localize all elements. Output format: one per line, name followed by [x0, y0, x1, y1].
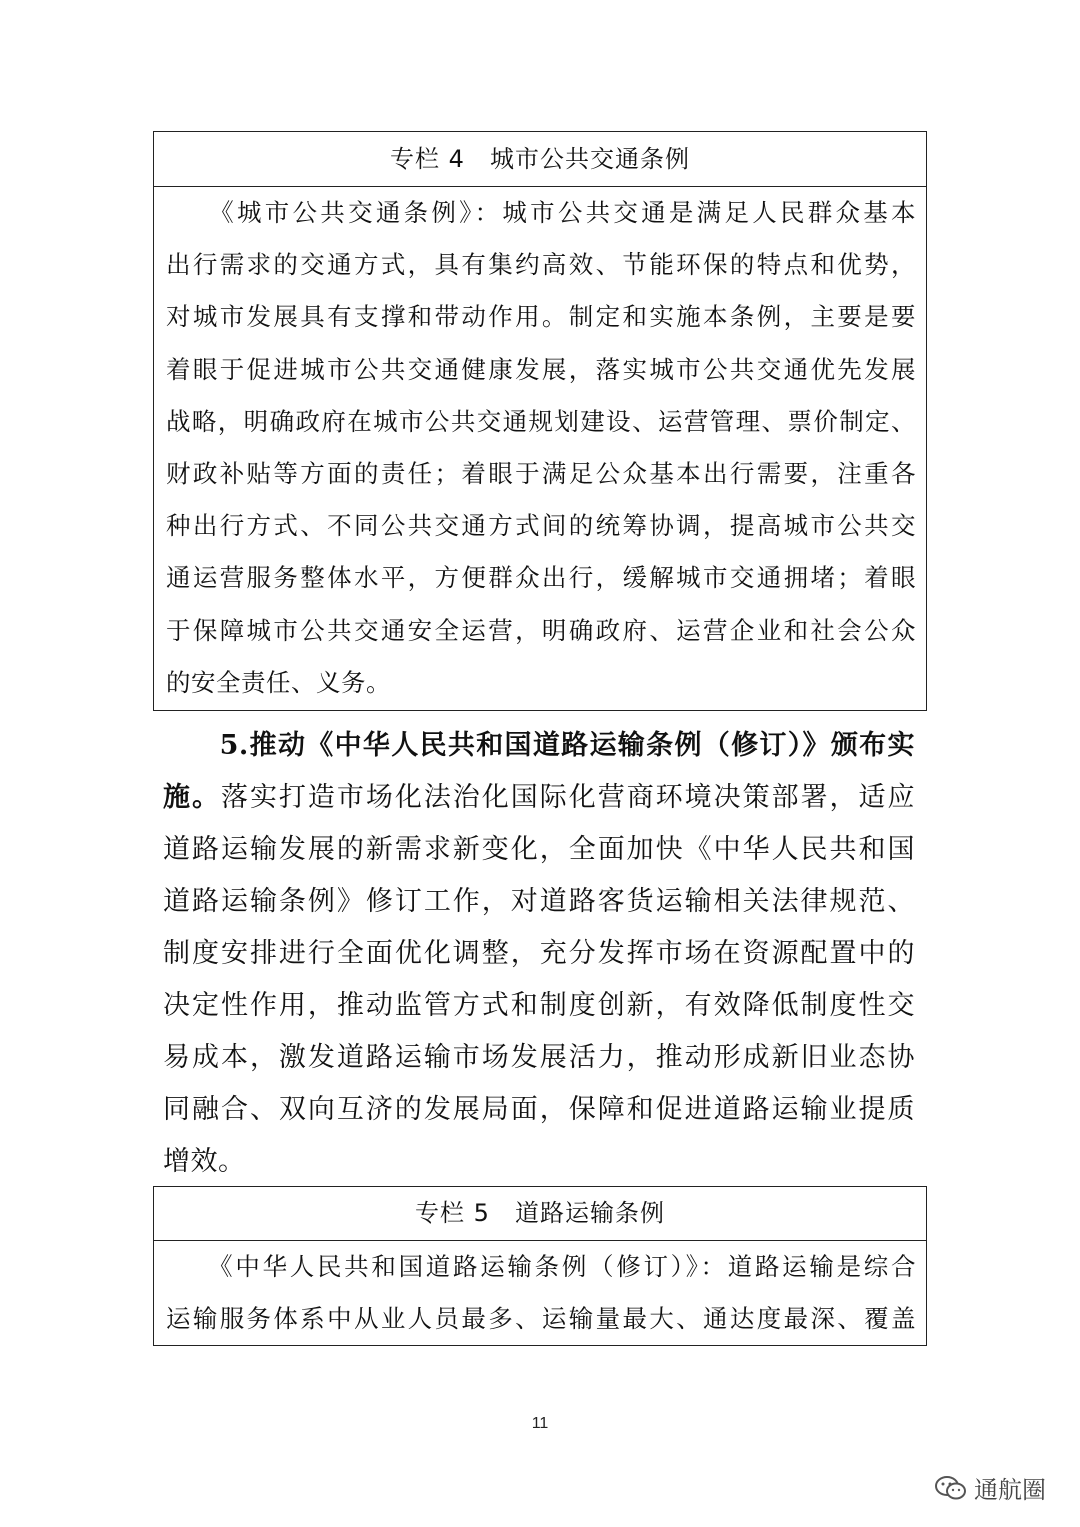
text-line: 道路运输条例》修订工作，对道路客货运输相关法律规范、	[163, 886, 915, 917]
text-span: 落实打造市场化法治化国际化营商环境决策部署，适应	[220, 782, 916, 813]
text-line	[163, 772, 915, 824]
text-line: 易成本，激发道路运输市场发展活力，推动形成新旧业态协	[163, 1042, 915, 1073]
section-5-paragraph	[163, 720, 915, 1188]
watermark	[934, 1470, 1046, 1505]
column-box-4-body	[154, 187, 926, 709]
text-line: 通运营服务整体水平，方便群众出行，缓解城市交通拥堵；着眼	[166, 563, 916, 593]
text-line: 同融合、双向互济的发展局面，保障和促进道路运输业提质	[163, 1094, 915, 1125]
column-box-5-body	[154, 1241, 926, 1345]
column-box-4-title: 专栏 4 城市公共交通条例	[154, 132, 926, 187]
section-5-heading: 5.推动《中华人民共和国道路运输条例（修订）》颁布实	[163, 730, 915, 761]
text-line: 决定性作用，推动监管方式和制度创新，有效降低制度性交	[163, 990, 915, 1021]
column-box-5	[153, 1186, 927, 1346]
column-box-5-title: 专栏 5 道路运输条例	[154, 1187, 926, 1241]
text-line: 财政补贴等方面的责任；着眼于满足公众基本出行需要，注重各	[166, 458, 916, 488]
text-line: 运输服务体系中从业人员最多、运输量最大、通达度最深、覆盖	[166, 1304, 916, 1333]
text-line: 增效。	[163, 1146, 246, 1177]
watermark-text: 通航圈	[974, 1476, 1046, 1504]
text-line: 战略，明确政府在城市公共交通规划建设、运营管理、票价制定、	[166, 406, 916, 436]
section-5-heading-end: 施。	[163, 782, 221, 813]
text-line: 于保障城市公共交通安全运营，明确政府、运营企业和社会公众	[166, 615, 916, 645]
text-line: 道路运输发展的新需求新变化，全面加快《中华人民共和国	[163, 834, 915, 865]
page-number: 11	[531, 1415, 549, 1432]
text-line: 出行需求的交通方式，具有集约高效、节能环保的特点和优势，	[166, 250, 916, 280]
wechat-icon	[934, 1474, 968, 1502]
text-line: 的安全责任、义务。	[166, 667, 391, 697]
text-line: 制度安排进行全面优化调整，充分发挥市场在资源配置中的	[163, 938, 915, 969]
text-line: 《中华人民共和国道路运输条例（修订）》：道路运输是综合	[166, 1252, 916, 1281]
text-line: 对城市发展具有支撑和带动作用。制定和实施本条例，主要是要	[166, 302, 916, 332]
text-line: 种出行方式、不同公共交通方式间的统筹协调，提高城市公共交	[166, 511, 916, 541]
column-box-4	[153, 131, 927, 711]
text-line: 着眼于促进城市公共交通健康发展，落实城市公共交通优先发展	[166, 354, 916, 384]
text-line: 《城市公共交通条例》：城市公共交通是满足人民群众基本	[166, 198, 916, 227]
